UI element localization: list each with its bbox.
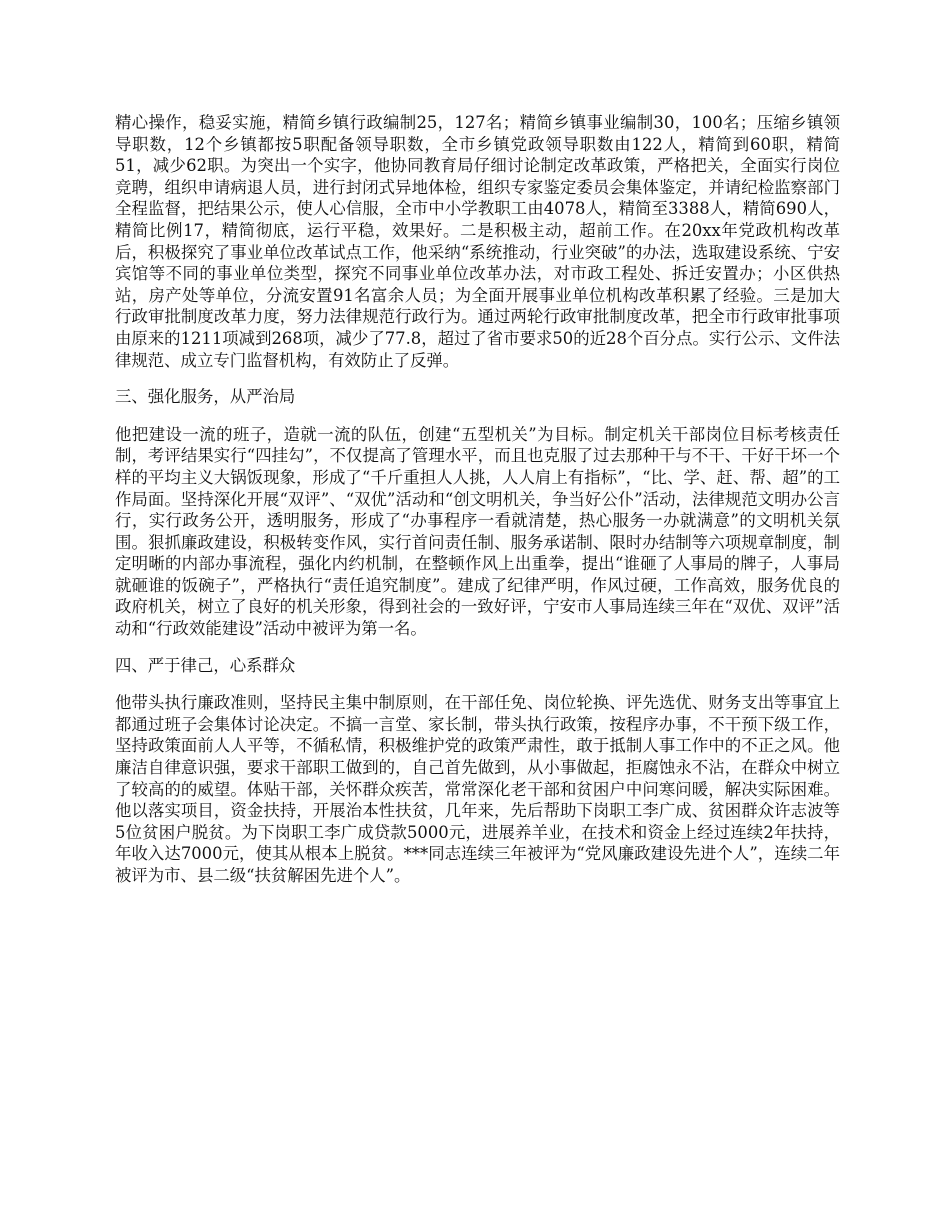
paragraph-service-discipline: 他把建设一流的班子，造就一流的队伍，创建“五型机关”为目标。制定机关干部岗位目标考核责任制，考评结果实行“四挂勾”，不仅提高了管理水平，而且也克服了过去那种干与不干、干好干坏一个样的平均主义大锅饭现象，形成了“千斤重担人人挑，人人肩上有指标”，“比、学、赶、帮、超”的工作局面。坚持深化开展“双评”、“双优”活动和“创文明机关，争当好公仆”活动，法律规范文明办公言行，实行政务公开，透明服务，形成了“办事程序一看就清楚，热心服务一办就满意”的文明机关氛围。狠抓廉政建设，积极转变作风，实行首问责任制、服务承诺制、限时办结制等六项规章制度，制定明晰的内部办事流程，强化内约机制，在整顿作风上出重拳，提出“谁砸了人事局的牌子，人事局就砸谁的饭碗子”，严格执行“责任追究制度”。建成了纪律严明，作风过硬，工作高效，服务优良的政府机关，树立了良好的机关形象，得到社会的一致好评，宁安市人事局连续三年在“双优、双评”活动和“行政效能建设”活动中被评为第一名。 (115, 424, 840, 639)
paragraph-reform-achievements: 精心操作，稳妥实施，精简乡镇行政编制25，127名；精简乡镇事业编制30，100名；压缩乡镇领导职数，12个乡镇都按5职配备领导职数，全市乡镇党政领导职数由122人，精简到60职，精简51，减少62职。为突出一个实字，他协同教育局仔细讨论制定改革政策，严格把关，全面实行岗位竞聘，组织申请病退人员，进行封闭式异地体检，组织专家鉴定委员会集体鉴定，并请纪检监察部门全程监督，把结果公示，使人心信服，全市中小学教职工由4078人，精简至3388人，精简690人，精简比例17，精简彻底，运行平稳，效果好。二是积极主动，超前工作。在20xx年党政机构改革后，积极探究了事业单位改革试点工作，他采纳“系统推动，行业突破”的办法，选取建设系统、宁安宾馆等不同的事业单位类型，探究不同事业单位改革办法，对市政工程处、拆迁安置办；小区供热站，房产处等单位，分流安置91名富余人员；为全面开展事业单位机构改革积累了经验。三是加大行政审批制度改革力度，努力法律规范行政行为。通过两轮行政审批制度改革，把全市行政审批事项由原来的1211项减到268项，减少了77.8，超过了省市要求50的近28个百分点。实行公示、文件法律规范、成立专门监督机构，有效防止了反弹。 (115, 113, 840, 370)
section-heading-3: 三、强化服务，从严治局 (115, 387, 296, 407)
paragraph-self-discipline: 他带头执行廉政准则，坚持民主集中制原则，在干部任免、岗位轮换、评先选优、财务支出等事宜上都通过班子会集体讨论决定。不搞一言堂、家长制，带头执行政策，按程序办事，不干预下级工作，坚持政策面前人人平等，不循私情，积极维护党的政策严肃性，敢于抵制人事工作中的不正之风。他廉洁自律意识强，要求干部职工做到的，自己首先做到，从小事做起，拒腐蚀永不沾，在群众中树立了较高的的威望。体贴干部，关怀群众疾苦，常常深化老干部和贫困户中问寒问暖，解决实际困难。他以落实项目，资金扶持，开展治本性扶贫，几年来，先后帮助下岗职工李广成、贫困群众许志波等5位贫困户脱贫。为下岗职工李广成贷款5000元，进展养羊业，在技术和资金上经过连续2年扶持，年收入达7000元，使其从根本上脱贫。***同志连续三年被评为“党风廉政建设先进个人”，连续二年被评为市、县二级“扶贫解困先进个人”。 (115, 693, 840, 885)
document-page (115, 112, 840, 887)
section-heading-4: 四、严于律己，心系群众 (115, 655, 296, 675)
